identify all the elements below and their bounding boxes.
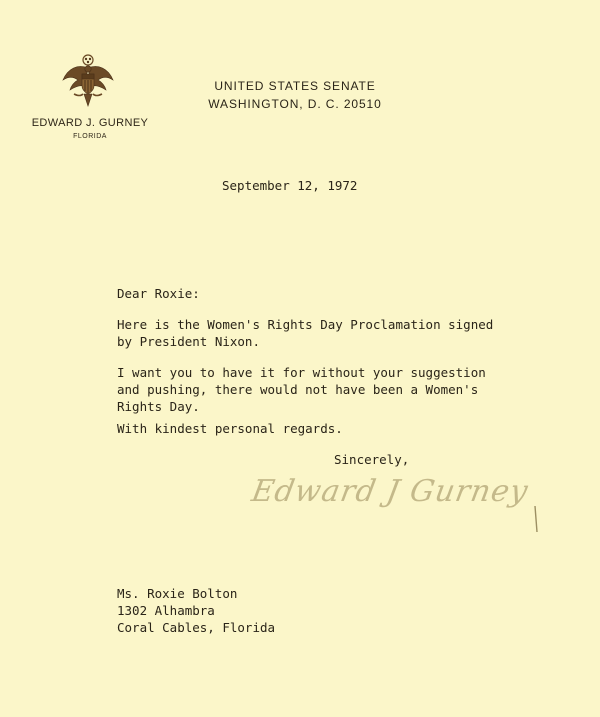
valediction: Sincerely, <box>334 452 410 467</box>
senator-name: EDWARD J. GURNEY <box>31 117 149 129</box>
letter-date: September 12, 1972 <box>222 178 358 193</box>
signature-strokes <box>252 466 552 536</box>
handwritten-signature <box>248 466 552 536</box>
recipient-street: 1302 Alhambra <box>117 603 215 618</box>
paragraph-gratitude: I want you to have it for without your suggestion and pushing, there would not have been a Women's Rights Day. <box>117 365 486 414</box>
closing-line: With kindest personal regards. <box>117 421 343 436</box>
recipient-name: Ms. Roxie Bolton <box>117 586 238 601</box>
office-name: UNITED STATES SENATE <box>214 79 376 93</box>
paragraph-proclamation: Here is the Women's Rights Day Proclamation signed by President Nixon. <box>117 317 494 349</box>
office-address: WASHINGTON, D. C. 20510 <box>208 97 382 111</box>
recipient-city: Coral Cables, Florida <box>117 620 276 635</box>
senator-state: FLORIDA <box>73 133 107 140</box>
eagle-seal-icon <box>60 54 116 110</box>
salutation: Dear Roxie: <box>117 286 200 301</box>
signature-text: Edward J Gurney <box>248 474 532 509</box>
